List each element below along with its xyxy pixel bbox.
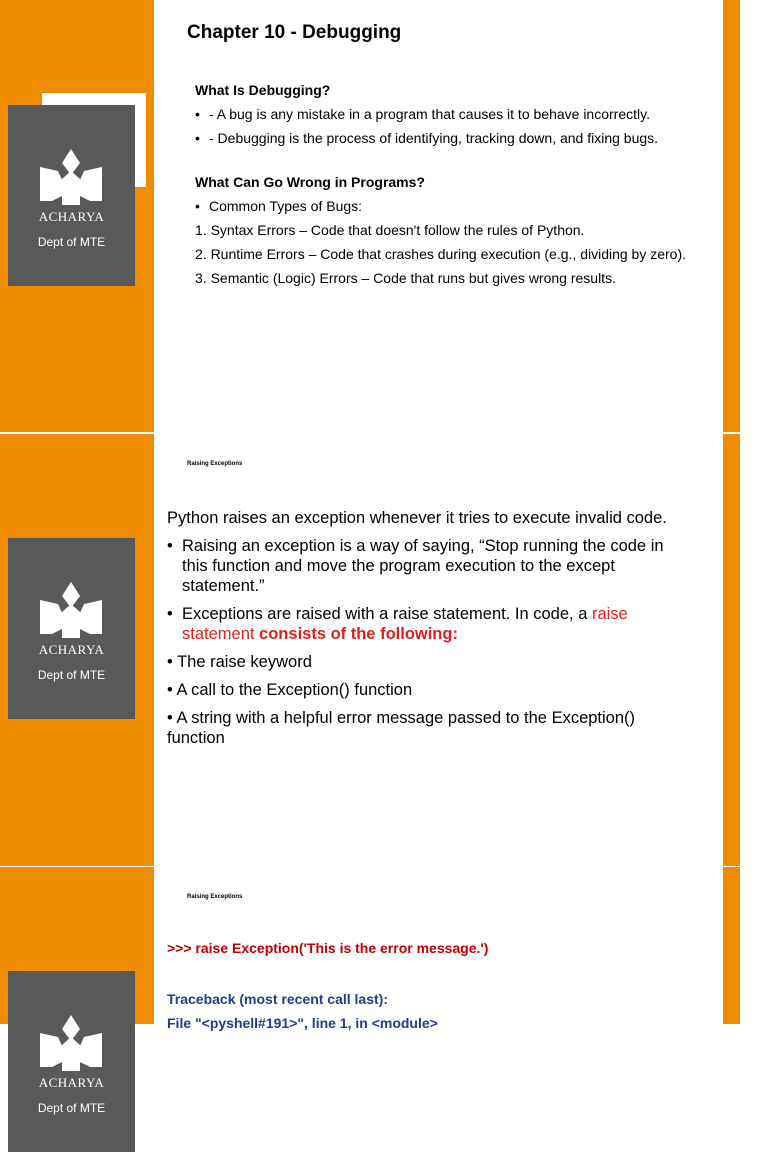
list-item: • - Debugging is the process of identifying, tracking down, and fixing bugs. <box>195 130 659 146</box>
dept-label: Dept of MTE <box>37 1101 106 1115</box>
logo-text: ACHARYA <box>38 1075 105 1090</box>
list-item: • The raise keyword <box>167 653 312 671</box>
list-item: • A string with a helpful error message passed to the Exception() function <box>167 709 636 747</box>
traceback-line: Traceback (most recent call last): <box>167 991 388 1007</box>
slide-1 <box>0 0 768 432</box>
slide-1-body <box>195 82 715 294</box>
right-accent-bar <box>723 0 740 432</box>
right-accent-bar <box>723 434 740 866</box>
dept-label: Dept of MTE <box>37 668 106 682</box>
list-item: • A call to the Exception() function <box>167 681 413 699</box>
slide-2 <box>0 434 768 866</box>
code-line: >>> raise Exception('This is the error message.') <box>167 940 489 956</box>
page-title: Chapter 10 - Debugging <box>187 22 402 43</box>
section-heading: What Is Debugging? <box>195 82 331 98</box>
dept-label: Dept of MTE <box>37 235 106 249</box>
slide-2-body <box>167 508 687 756</box>
list-item: • Common Types of Bugs: <box>195 198 363 214</box>
acharya-logo-icon <box>38 582 104 640</box>
right-accent-bar <box>723 867 740 1024</box>
logo-box <box>8 971 135 1152</box>
logo-box <box>8 105 135 286</box>
slide-label: Raising Exceptions <box>187 461 243 467</box>
file-line: File "<pyshell#191>", line 1, in <module> <box>167 1015 438 1031</box>
section-heading: What Can Go Wrong in Programs? <box>195 174 425 190</box>
list-item: • Raising an exception is a way of saying, “Stop running the code in this function and move the program execution to the except statement.” <box>167 537 664 595</box>
slide-label: Raising Exceptions <box>187 894 243 900</box>
numbered-item: 3. Semantic (Logic) Errors – Code that runs but gives wrong results. <box>195 270 616 286</box>
numbered-item: 2. Runtime Errors – Code that crashes during execution (e.g., dividing by zero). <box>195 246 687 262</box>
logo-box <box>8 538 135 719</box>
intro-text: Python raises an exception whenever it tries to execute invalid code. <box>167 509 667 527</box>
acharya-logo-icon <box>38 1015 104 1073</box>
numbered-item: 1. Syntax Errors – Code that doesn't follow the rules of Python. <box>195 222 585 238</box>
acharya-logo-icon <box>38 149 104 207</box>
list-item: • Exceptions are raised with a raise statement. In code, a raise statement consists of the following: <box>167 605 628 643</box>
slide-3 <box>0 867 768 1115</box>
list-item: • - A bug is any mistake in a program that causes it to behave incorrectly. <box>195 106 650 122</box>
logo-text: ACHARYA <box>38 209 105 224</box>
logo-text: ACHARYA <box>38 642 105 657</box>
